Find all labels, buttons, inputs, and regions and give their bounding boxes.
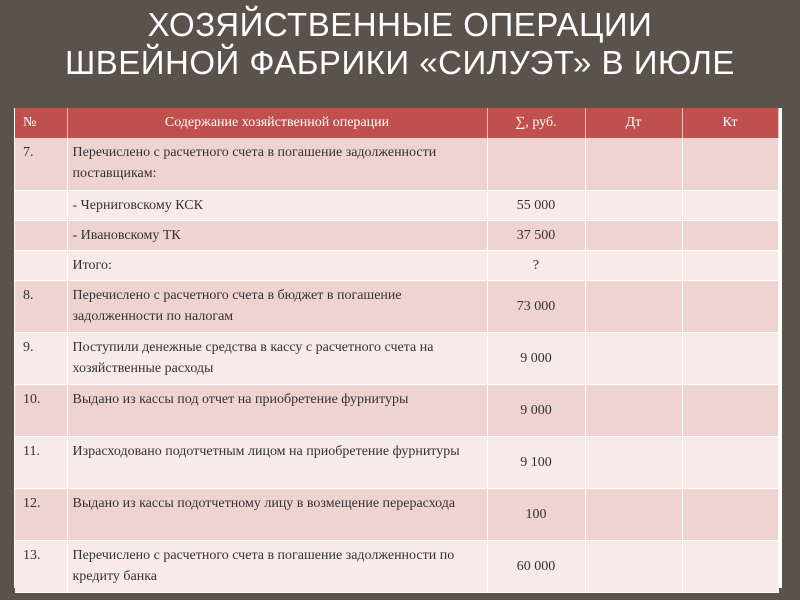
table-row [15, 332, 778, 384]
row-debit [585, 488, 682, 540]
row-number [15, 220, 67, 250]
row-debit [585, 220, 682, 250]
row-sum [487, 138, 585, 190]
header-debit: Дт [585, 108, 682, 138]
header-sum: ∑, руб. [487, 108, 585, 138]
row-debit [585, 280, 682, 332]
row-content: Израсходовано подотчетным лицом на приобретение фурнитуры [67, 436, 487, 488]
row-number: 7. [15, 138, 67, 190]
row-number: 8. [15, 280, 67, 332]
table-row [15, 280, 778, 332]
row-number: 9. [15, 332, 67, 384]
operations-table-container [14, 108, 782, 588]
table-header-row [15, 108, 778, 138]
row-content: - Ивановскому ТК [67, 220, 487, 250]
row-sum: 55 000 [487, 190, 585, 220]
row-content: Выдано из кассы под отчет на приобретение фурнитуры [67, 384, 487, 436]
row-credit [682, 436, 778, 488]
row-sum: 9 000 [487, 384, 585, 436]
table-row [15, 250, 778, 280]
row-content: Выдано из кассы подотчетному лицу в возмещение перерасхода [67, 488, 487, 540]
row-debit [585, 332, 682, 384]
table-row [15, 384, 778, 436]
row-content: - Черниговскому КСК [67, 190, 487, 220]
row-credit [682, 250, 778, 280]
table-row [15, 220, 778, 250]
row-sum: 60 000 [487, 540, 585, 592]
row-content: Перечислено с расчетного счета в погашение задолженности поставщикам: [67, 138, 487, 190]
row-sum: 73 000 [487, 280, 585, 332]
header-number: № [15, 108, 67, 138]
row-debit [585, 250, 682, 280]
row-content: Итого: [67, 250, 487, 280]
slide-title [0, 6, 800, 82]
row-debit [585, 190, 682, 220]
row-sum: 100 [487, 488, 585, 540]
row-number: 11. [15, 436, 67, 488]
row-debit [585, 384, 682, 436]
row-credit [682, 220, 778, 250]
table-row [15, 488, 778, 540]
table-row [15, 190, 778, 220]
operations-table [15, 108, 779, 593]
row-number: 12. [15, 488, 67, 540]
title-line-1: ХОЗЯЙСТВЕННЫЕ ОПЕРАЦИИ [147, 6, 653, 43]
row-credit [682, 540, 778, 592]
table-row [15, 138, 778, 190]
row-credit [682, 384, 778, 436]
row-debit [585, 540, 682, 592]
row-sum: 9 100 [487, 436, 585, 488]
row-credit [682, 332, 778, 384]
row-debit [585, 436, 682, 488]
header-content: Содержание хозяйственной операции [67, 108, 487, 138]
row-debit [585, 138, 682, 190]
header-credit: Кт [682, 108, 778, 138]
row-sum: 9 000 [487, 332, 585, 384]
row-number: 10. [15, 384, 67, 436]
row-sum: ? [487, 250, 585, 280]
row-credit [682, 190, 778, 220]
row-content: Перечислено с расчетного счета в погашение задолженности по кредиту банка [67, 540, 487, 592]
row-number: 13. [15, 540, 67, 592]
row-credit [682, 280, 778, 332]
row-number [15, 190, 67, 220]
row-sum: 37 500 [487, 220, 585, 250]
row-content: Поступили денежные средства в кассу с расчетного счета на хозяйственные расходы [67, 332, 487, 384]
title-line-2: ШВЕЙНОЙ ФАБРИКИ «СИЛУЭТ» В ИЮЛЕ [65, 44, 735, 81]
table-row [15, 436, 778, 488]
table-row [15, 540, 778, 592]
row-number [15, 250, 67, 280]
row-credit [682, 488, 778, 540]
row-credit [682, 138, 778, 190]
row-content: Перечислено с расчетного счета в бюджет в погашение задолженности по налогам [67, 280, 487, 332]
